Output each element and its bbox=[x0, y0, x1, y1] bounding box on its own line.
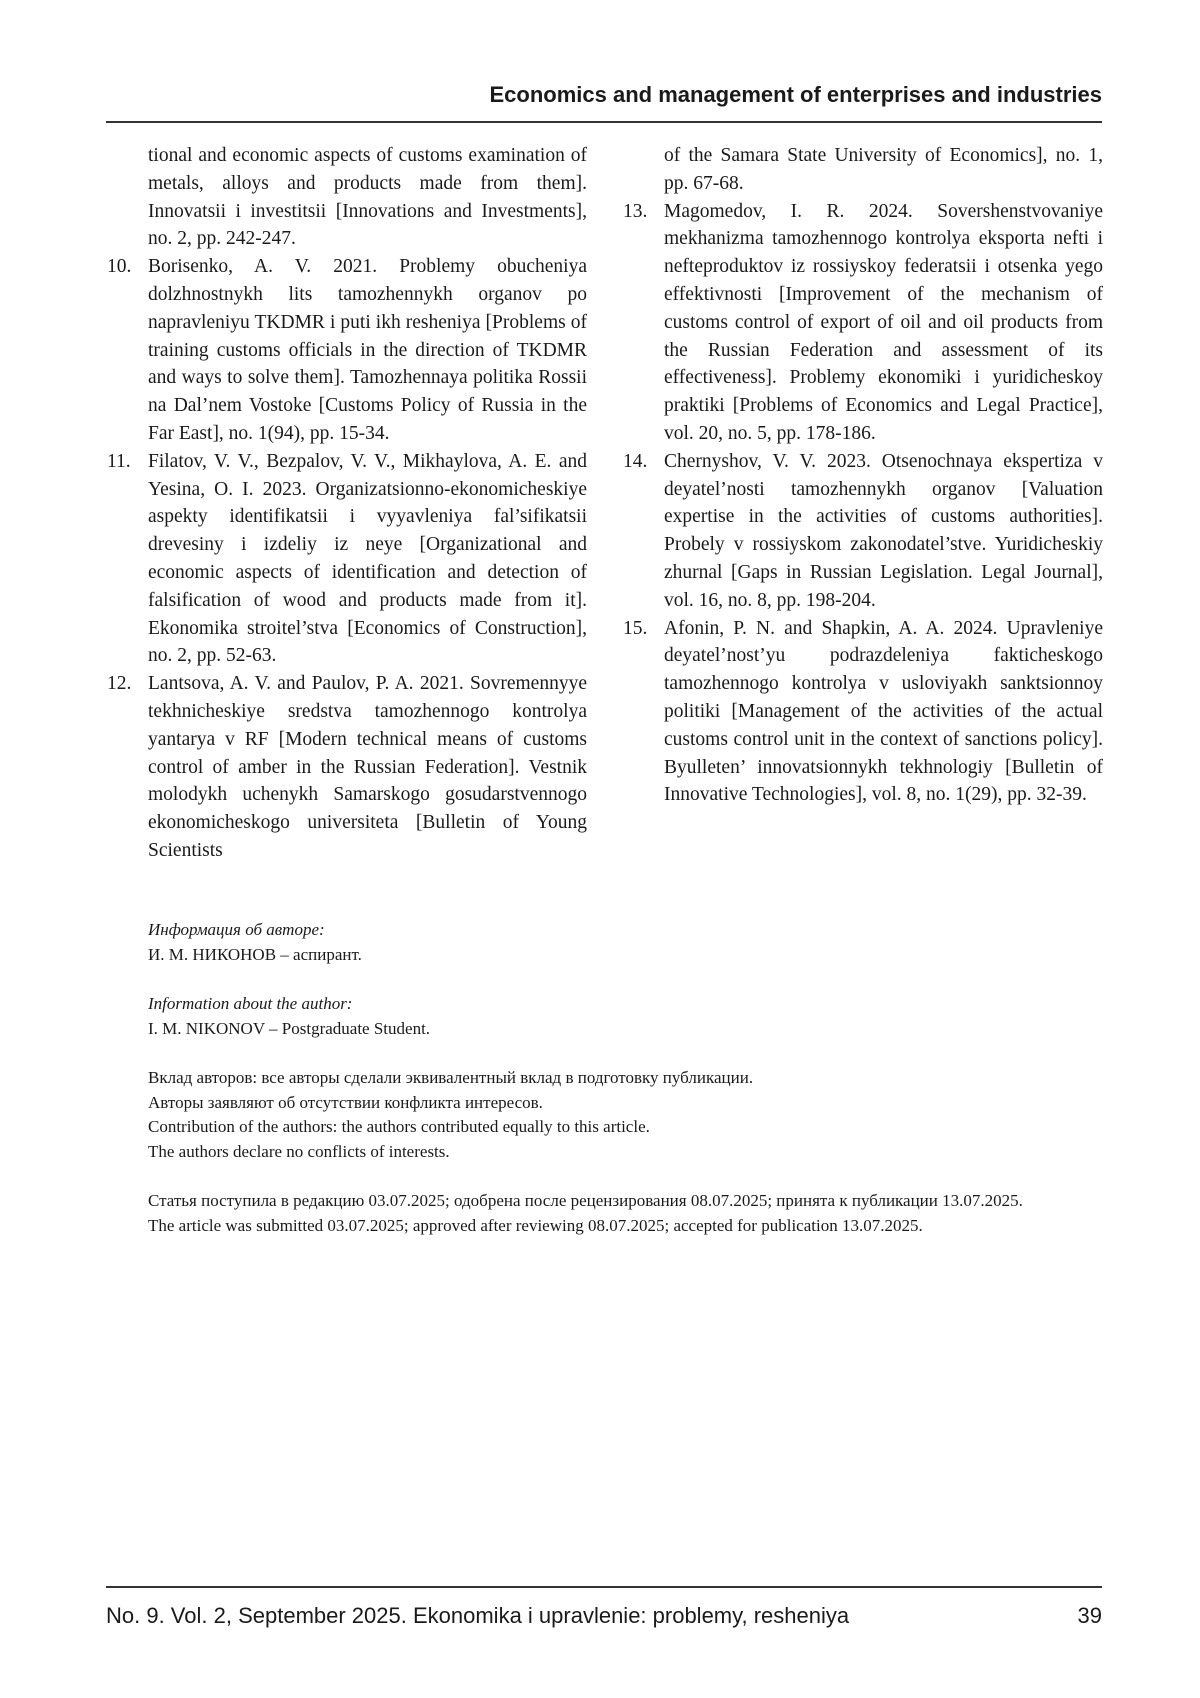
reference-text: Afonin, P. N. and Shapkin, A. A. 2024. Upravleniye deyatel’nost’yu podrazdeleniya fakticheskogo tamozhennogo kontrolya v usloviyakh sanktsionnoy politiki [Management of the activities of the actual customs control unit in the context of sanctions policy]. Byulleten’ innovatsionnykh tekhnologiy [Bulletin of Innovative Technologies], vol. 8, no. 1(29), pp. 32-39. bbox=[664, 618, 1103, 806]
reference-number: 14. bbox=[623, 448, 647, 476]
reference-number: 13. bbox=[623, 198, 647, 226]
reference-text: tional and economic aspects of customs examination of metals, alloys and products made from them]. Innovatsii i investitsii [Innovations and Investments], no. 2, pp. 242-247. bbox=[148, 145, 587, 249]
author-info-en: I. M. NIKONOV – Postgraduate Student. bbox=[148, 1017, 1108, 1042]
reference-item bbox=[148, 142, 587, 253]
reference-item bbox=[664, 615, 1103, 810]
reference-item bbox=[664, 142, 1103, 198]
reference-text: Filatov, V. V., Bezpalov, V. V., Mikhaylova, A. E. and Yesina, O. I. 2023. Organizatsionno-ekonomicheskiye aspekty identifikatsii i vyyavleniya fal’sifikatsii drevesiny i izdeliy iz neye [Organizational and economic aspects of identification and detection of falsification of wood and products made from it]. Ekonomika stroitel’stva [Economics of Construction], no. 2, pp. 52-63. bbox=[148, 451, 587, 667]
author-info-heading-ru: Информация об авторе: bbox=[148, 918, 1108, 943]
author-info-ru: И. М. НИКОНОВ – аспирант. bbox=[148, 943, 1108, 968]
reference-item bbox=[664, 198, 1103, 448]
reference-text: Borisenko, A. V. 2021. Problemy obucheniya dolzhnostnykh lits tamozhennykh organov po napravleniyu TKDMR i puti ikh resheniya [Problems of training customs officials in the direction of TKDMR and ways to solve them]. Tamozhennaya politika Rossii na Dal’nem Vostoke [Customs Policy of Russia in the Far East], no. 1(94), pp. 15-34. bbox=[148, 256, 587, 444]
contribution-ru: Вклад авторов: все авторы сделали эквивалентный вклад в подготовку публикации. bbox=[148, 1066, 1108, 1091]
reference-number: 12. bbox=[107, 670, 131, 698]
article-info bbox=[148, 918, 1108, 1238]
journal-citation: No. 9. Vol. 2, September 2025. Ekonomika i upravlenie: problemy, resheniya bbox=[106, 1603, 849, 1629]
header-rule bbox=[106, 121, 1102, 123]
references-left-column bbox=[148, 142, 587, 865]
page-footer bbox=[106, 1603, 1102, 1629]
reference-item bbox=[148, 448, 587, 670]
reference-item bbox=[148, 670, 587, 865]
author-info-heading-en: Information about the author: bbox=[148, 992, 1108, 1017]
page-number: 39 bbox=[1078, 1603, 1102, 1629]
reference-item bbox=[664, 448, 1103, 615]
reference-item bbox=[148, 253, 587, 448]
conflicts-ru: Авторы заявляют об отсутствии конфликта интересов. bbox=[148, 1091, 1108, 1116]
running-header: Economics and management of enterprises and industries bbox=[106, 82, 1102, 108]
reference-text: Chernyshov, V. V. 2023. Otsenochnaya ekspertiza v deyatel’nosti tamozhennykh organov [Valuation expertise in the activities of customs authorities]. Probely v rossiyskom zakonodatel’stve. Yuridicheskiy zhurnal [Gaps in Russian Legislation. Legal Journal], vol. 16, no. 8, pp. 198-204. bbox=[664, 451, 1103, 611]
reference-number: 11. bbox=[107, 448, 131, 476]
contribution-en: Contribution of the authors: the authors contributed equally to this article. bbox=[148, 1115, 1108, 1140]
history-en: The article was submitted 03.07.2025; approved after reviewing 08.07.2025; accepted for publication 13.07.2025. bbox=[148, 1214, 1108, 1239]
footer-rule bbox=[106, 1586, 1102, 1588]
reference-text: Magomedov, I. R. 2024. Sovershenstvovaniye mekhanizma tamozhennogo kontrolya eksporta nefti i nefteproduktov iz rossiyskoy federatsii i otsenka yego effektivnosti [Improvement of the mechanism of customs control of export of oil and oil products from the Russian Federation and assessment of its effectiveness]. Problemy ekonomiki i yuridicheskoy praktiki [Problems of Economics and Legal Practice], vol. 20, no. 5, pp. 178-186. bbox=[664, 201, 1103, 444]
conflicts-en: The authors declare no conflicts of interests. bbox=[148, 1140, 1108, 1165]
reference-number: 10. bbox=[107, 253, 131, 281]
reference-text: of the Samara State University of Economics], no. 1, pp. 67-68. bbox=[664, 145, 1103, 194]
references-right-column bbox=[664, 142, 1103, 809]
reference-text: Lantsova, A. V. and Paulov, P. A. 2021. Sovremennyye tekhnicheskiye sredstva tamozhennogo kontrolya yantarya v RF [Modern technical means of customs control of amber in the Russian Federation]. Vestnik molodykh uchenykh Samarskogo gosudarstvennogo ekonomicheskogo universiteta [Bulletin of Young Scientists bbox=[148, 673, 587, 861]
reference-number: 15. bbox=[623, 615, 647, 643]
history-ru: Статья поступила в редакцию 03.07.2025; одобрена после рецензирования 08.07.2025; принята к публикации 13.07.2025. bbox=[148, 1189, 1108, 1214]
